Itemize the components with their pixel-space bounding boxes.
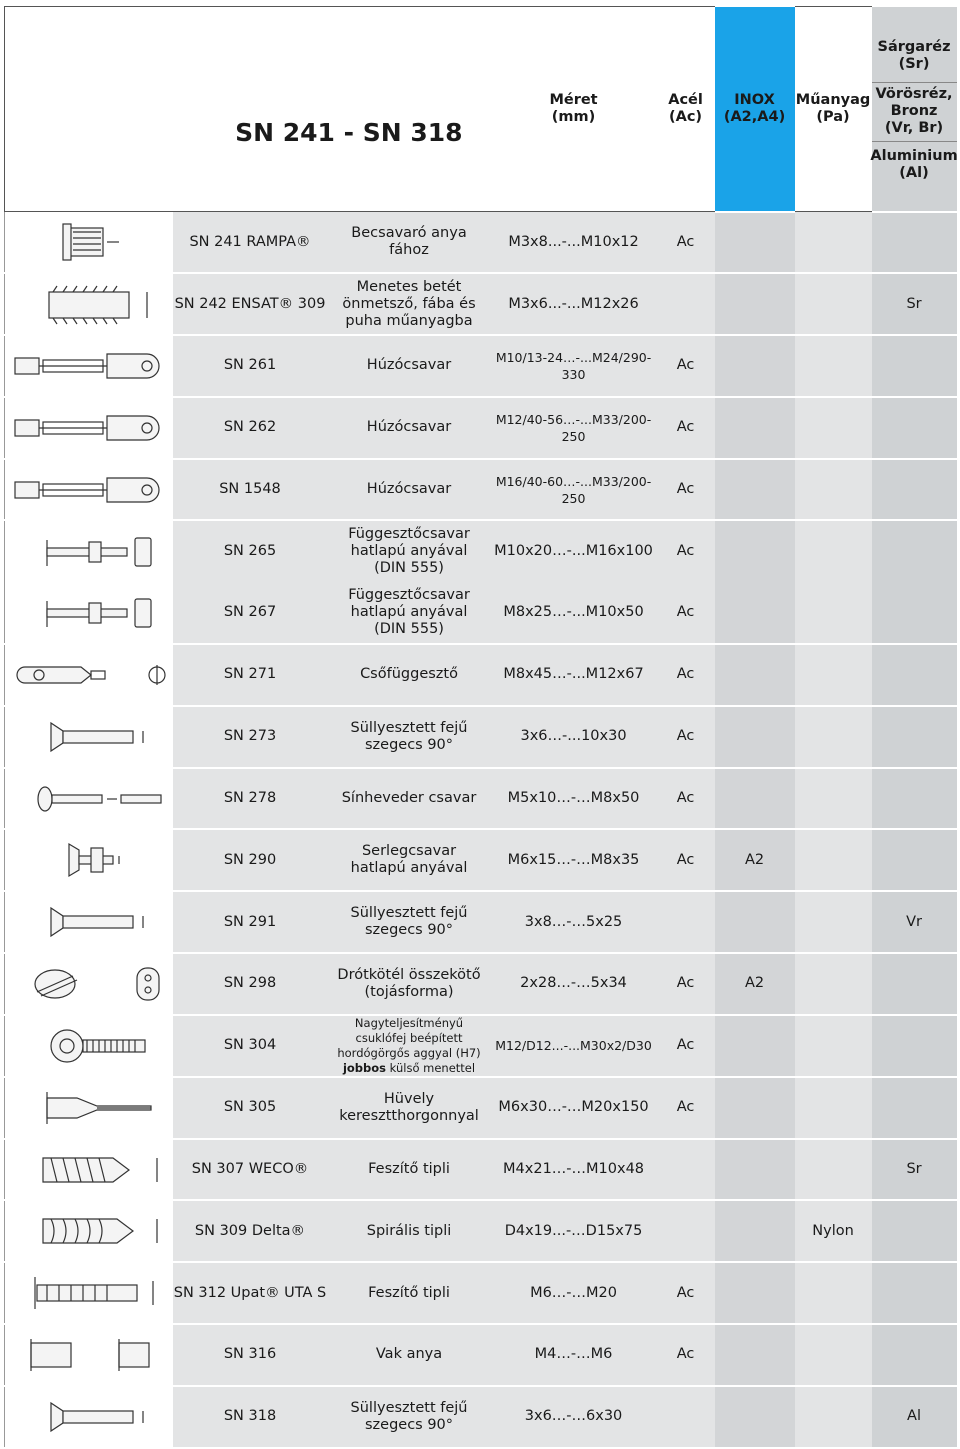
description-line: önmetsző, fába és: [342, 295, 476, 312]
product-rows: [5, 212, 957, 1448]
brass-header-line2: (Sr): [898, 55, 930, 72]
plastic-mark: [795, 582, 872, 644]
other-metal-mark: Al: [872, 1386, 957, 1448]
other-metal-mark: [872, 1324, 957, 1386]
steel-header-line2: (Ac): [668, 109, 703, 125]
steel-mark: Ac: [657, 953, 715, 1015]
product-code: SN 273: [173, 706, 328, 768]
product-code: SN 312 Upat® UTA S: [173, 1262, 328, 1324]
plastic-mark: Nylon: [795, 1200, 872, 1262]
plastic-mark: [795, 1386, 872, 1448]
product-description: [328, 397, 491, 459]
product-description: [328, 829, 491, 891]
product-image-cell: [5, 520, 173, 582]
steel-mark: Ac: [657, 829, 715, 891]
table-row: [5, 1139, 957, 1201]
plastic-mark: [795, 273, 872, 335]
product-image-cell: [5, 1077, 173, 1139]
tension-bolt-icon: [7, 340, 171, 392]
inox-mark: [715, 1015, 795, 1077]
description-line: hatlapú anyával: [350, 604, 468, 621]
steel-mark: [657, 1200, 715, 1262]
description-line: Függesztőcsavar: [348, 526, 470, 543]
other-metal-mark: [872, 520, 957, 582]
product-description: [328, 768, 491, 830]
product-code: SN 316: [173, 1324, 328, 1386]
size-range: M3x8...-...M10x12: [491, 212, 657, 274]
product-description: [328, 1262, 491, 1324]
description-line: fához: [389, 242, 429, 259]
product-description: [328, 953, 491, 1015]
product-description: [328, 1139, 491, 1201]
inox-column-header: [715, 7, 795, 212]
steel-mark: Ac: [657, 212, 715, 274]
steel-mark: Ac: [657, 335, 715, 397]
hanger-bolt-icon: [7, 587, 171, 639]
other-metal-mark: [872, 953, 957, 1015]
inox-mark: [715, 1200, 795, 1262]
steel-mark: Ac: [657, 768, 715, 830]
product-code: SN 262: [173, 397, 328, 459]
steel-mark: [657, 273, 715, 335]
inox-mark: [715, 212, 795, 274]
size-range: M6…-…M20: [491, 1262, 657, 1324]
description-line: Becsavaró anya: [351, 225, 467, 242]
product-description: [328, 891, 491, 953]
inox-header-line2: (A2,A4): [723, 108, 786, 125]
other-metal-mark: [872, 768, 957, 830]
product-description: [328, 1077, 491, 1139]
plastic-mark: [795, 212, 872, 274]
inox-mark: [715, 273, 795, 335]
description-line: Függesztőcsavar: [348, 587, 470, 604]
steel-mark: Ac: [657, 1077, 715, 1139]
product-image-cell: [5, 582, 173, 644]
inox-mark: [715, 706, 795, 768]
product-description: [328, 582, 491, 644]
table-row: [5, 397, 957, 459]
plastic-mark: [795, 891, 872, 953]
threaded-insert-icon: [7, 278, 171, 330]
product-table-container: [4, 6, 956, 1449]
description-line: hordógörgős aggyal (H7): [337, 1045, 481, 1060]
product-image-cell: [5, 1324, 173, 1386]
table-row: [5, 335, 957, 397]
countersunk-rivet-icon: [7, 896, 171, 948]
inox-mark: [715, 1324, 795, 1386]
expansion-plug-icon: [7, 1144, 171, 1196]
size-range: M6x30…-…M20x150: [491, 1077, 657, 1139]
inox-mark: [715, 459, 795, 521]
rail-bolt-icon: [7, 773, 171, 825]
inox-mark: [715, 1262, 795, 1324]
description-line: csuklófej beépített: [355, 1030, 463, 1045]
plastic-mark: [795, 1139, 872, 1201]
size-header-line2: (mm): [551, 109, 596, 125]
size-range: D4x19...-…D15x75: [491, 1200, 657, 1262]
plastic-mark: [795, 706, 872, 768]
steel-mark: Ac: [657, 520, 715, 582]
product-code: SN 318: [173, 1386, 328, 1448]
aluminium-header-line1: Aluminium: [870, 147, 958, 164]
blind-nut-icon: [7, 1329, 171, 1381]
product-code: SN 298: [173, 953, 328, 1015]
table-row: [5, 1386, 957, 1448]
description-line: keresztthorgonnyal: [339, 1107, 479, 1124]
bronze-header-line3: (Vr, Br): [884, 120, 944, 136]
other-metal-mark: [872, 459, 957, 521]
other-metal-mark: Vr: [872, 891, 957, 953]
other-metal-mark: [872, 335, 957, 397]
wire-rope-connector-icon: [7, 958, 171, 1010]
description-line: (DIN 555): [374, 621, 444, 638]
bronze-header-line1: Vörösréz,: [875, 86, 953, 102]
product-code: SN 304: [173, 1015, 328, 1077]
description-line: Serlegcsavar: [361, 843, 457, 860]
plastic-mark: [795, 1077, 872, 1139]
table-row: [5, 706, 957, 768]
insert-nut-icon: [7, 216, 171, 268]
product-image-cell: [5, 1262, 173, 1324]
product-description: [328, 644, 491, 706]
product-description: [328, 1324, 491, 1386]
description-line: Csőfüggesztő: [360, 666, 458, 683]
product-image-cell: [5, 768, 173, 830]
product-description: [328, 335, 491, 397]
steel-column-header: [657, 7, 715, 212]
steel-mark: Ac: [657, 1015, 715, 1077]
size-range: 3x6…-...10x30: [491, 706, 657, 768]
product-code: SN 291: [173, 891, 328, 953]
plastic-mark: [795, 459, 872, 521]
description-line: Sínheveder csavar: [341, 790, 477, 807]
product-image-cell: [5, 273, 173, 335]
plastic-mark: [795, 1015, 872, 1077]
other-metals-stack: [872, 30, 957, 188]
plastic-header-line2: (Pa): [816, 109, 850, 125]
size-range: M6x15…-…M8x35: [491, 829, 657, 891]
size-range: M8x25…-...M10x50: [491, 582, 657, 644]
aluminium-header-line2: (Al): [899, 164, 929, 181]
size-header-line1: Méret: [549, 92, 598, 108]
plastic-header-line1: Műanyag: [795, 92, 871, 108]
table-row: [5, 768, 957, 830]
description-line: Spirális tipli: [366, 1222, 452, 1239]
product-code: SN 307 WECO®: [173, 1139, 328, 1201]
product-image-cell: [5, 953, 173, 1015]
plastic-mark: [795, 768, 872, 830]
steel-mark: [657, 891, 715, 953]
table-row: [5, 1262, 957, 1324]
size-range: M3x6...-...M12x26: [491, 273, 657, 335]
countersunk-rivet-icon: [7, 711, 171, 763]
table-row: [5, 582, 957, 644]
elevator-bolt-icon: [7, 834, 171, 886]
plastic-mark: [795, 520, 872, 582]
inox-mark: [715, 582, 795, 644]
product-code: SN 290: [173, 829, 328, 891]
steel-header-line1: Acél: [668, 92, 703, 108]
table-row: [5, 1077, 957, 1139]
description-line: Drótkötél összekötő: [337, 966, 481, 983]
product-code: SN 278: [173, 768, 328, 830]
product-code: SN 305: [173, 1077, 328, 1139]
description-line: (DIN 555): [374, 560, 444, 577]
product-code: SN 271: [173, 644, 328, 706]
description-line: Süllyesztett fejű: [350, 1399, 468, 1416]
page-title-text: SN 241 - SN 318: [235, 117, 463, 147]
other-metal-mark: [872, 1077, 957, 1139]
product-description: [328, 520, 491, 582]
steel-mark: [657, 1139, 715, 1201]
inox-mark: [715, 520, 795, 582]
product-image-cell: [5, 1386, 173, 1448]
aluminium-header: [872, 142, 957, 188]
table-row: [5, 459, 957, 521]
plastic-mark: [795, 1324, 872, 1386]
size-range: 3x6…-…6x30: [491, 1386, 657, 1448]
description-line: [328, 1061, 491, 1076]
inox-mark: [715, 891, 795, 953]
other-metal-mark: [872, 397, 957, 459]
other-metal-mark: [872, 1200, 957, 1262]
table-row: [5, 953, 957, 1015]
size-range: M10x20…-...M16x100: [491, 520, 657, 582]
hanger-bolt-icon: [7, 526, 171, 578]
description-rest: külső menettel: [386, 1060, 476, 1075]
pipe-hanger-icon: [7, 649, 171, 701]
product-image-cell: [5, 459, 173, 521]
size-range: 3x8…-…5x25: [491, 891, 657, 953]
steel-mark: Ac: [657, 582, 715, 644]
inox-mark: [715, 1077, 795, 1139]
other-metal-mark: [872, 829, 957, 891]
product-description: [328, 212, 491, 274]
description-line: szegecs 90°: [364, 736, 454, 753]
description-line: Húzócsavar: [366, 419, 452, 436]
product-image-cell: [5, 212, 173, 274]
size-range: M12/D12...-...M30x2/D30: [491, 1015, 657, 1077]
table-row: [5, 891, 957, 953]
description-line: Süllyesztett fejű: [350, 905, 468, 922]
rod-end-icon: [7, 1020, 171, 1072]
bronze-header-line2: Bronz: [890, 103, 938, 119]
bronze-header: [872, 83, 957, 142]
description-line: hatlapú anyával: [350, 543, 468, 560]
product-code: SN 241 RAMPA®: [173, 212, 328, 274]
description-line: Húzócsavar: [366, 481, 452, 498]
plastic-column-header: [795, 7, 872, 212]
plastic-mark: [795, 953, 872, 1015]
steel-mark: Ac: [657, 1324, 715, 1386]
table-row: [5, 273, 957, 335]
plastic-mark: [795, 397, 872, 459]
product-code: SN 242 ENSAT® 309: [173, 273, 328, 335]
description-line: Süllyesztett fejű: [350, 719, 468, 736]
other-metal-mark: [872, 582, 957, 644]
size-range: M12/40-56…-...M33/200-250: [491, 397, 657, 459]
size-column-header: [491, 7, 657, 212]
steel-mark: Ac: [657, 644, 715, 706]
page-title: [5, 7, 491, 212]
description-line: Menetes betét: [356, 278, 462, 295]
description-line: Húzócsavar: [366, 357, 452, 374]
other-metal-mark: [872, 212, 957, 274]
tension-bolt-icon: [7, 464, 171, 516]
description-line: Nagyteljesítményű: [354, 1015, 464, 1030]
product-image-cell: [5, 335, 173, 397]
description-line: szegecs 90°: [364, 922, 454, 939]
description-line: szegecs 90°: [364, 1416, 454, 1433]
product-image-cell: [5, 891, 173, 953]
steel-mark: Ac: [657, 706, 715, 768]
product-code: SN 309 Delta®: [173, 1200, 328, 1262]
header-row: [5, 7, 957, 212]
description-line: (tojásforma): [364, 983, 454, 1000]
other-metal-mark: [872, 644, 957, 706]
inox-mark: A2: [715, 829, 795, 891]
description-line: Feszítő tipli: [368, 1161, 450, 1178]
product-code: SN 1548: [173, 459, 328, 521]
steel-mark: Ac: [657, 1262, 715, 1324]
product-description: [328, 706, 491, 768]
countersunk-rivet-icon: [7, 1391, 171, 1443]
size-range: 2x28…-…5x34: [491, 953, 657, 1015]
size-range: M4…-…M6: [491, 1324, 657, 1386]
brass-header: [872, 30, 957, 83]
table-row: [5, 829, 957, 891]
size-range: M4x21…-…M10x48: [491, 1139, 657, 1201]
inox-mark: [715, 644, 795, 706]
description-line: hatlapú anyával: [350, 860, 468, 877]
product-image-cell: [5, 1015, 173, 1077]
product-description: [328, 459, 491, 521]
table-row: [5, 520, 957, 582]
table-row: [5, 1200, 957, 1262]
inox-mark: [715, 768, 795, 830]
product-code: SN 261: [173, 335, 328, 397]
plastic-mark: [795, 1262, 872, 1324]
inox-mark: [715, 1139, 795, 1201]
product-table: [4, 6, 957, 1449]
description-line: Feszítő tipli: [368, 1284, 450, 1301]
size-range: M8x45…-...M12x67: [491, 644, 657, 706]
product-image-cell: [5, 1200, 173, 1262]
product-image-cell: [5, 829, 173, 891]
size-range: M10/13-24…-...M24/290-330: [491, 335, 657, 397]
tension-bolt-icon: [7, 402, 171, 454]
sleeve-anchor-icon: [7, 1082, 171, 1134]
product-description: [328, 273, 491, 335]
description-line: Vak anya: [375, 1346, 443, 1363]
table-row: [5, 212, 957, 274]
product-code: SN 265: [173, 520, 328, 582]
product-image-cell: [5, 706, 173, 768]
other-metal-mark: [872, 706, 957, 768]
inox-mark: [715, 1386, 795, 1448]
other-metal-mark: [872, 1262, 957, 1324]
product-code: SN 267: [173, 582, 328, 644]
product-description: [328, 1386, 491, 1448]
table-row: [5, 1015, 957, 1077]
table-row: [5, 1324, 957, 1386]
inox-mark: A2: [715, 953, 795, 1015]
inox-header-line1: INOX: [734, 91, 775, 108]
other-metal-mark: Sr: [872, 273, 957, 335]
size-range: M5x10…-…M8x50: [491, 768, 657, 830]
plastic-mark: [795, 644, 872, 706]
plastic-mark: [795, 335, 872, 397]
product-description: [328, 1200, 491, 1262]
description-line: Hüvely: [383, 1090, 435, 1107]
other-metal-mark: Sr: [872, 1139, 957, 1201]
other-metals-column-header: [872, 7, 957, 212]
description-bold: jobbos: [342, 1060, 387, 1075]
steel-mark: [657, 1386, 715, 1448]
product-image-cell: [5, 397, 173, 459]
size-range: M16/40-60…-...M33/200-250: [491, 459, 657, 521]
expansion-anchor-icon: [7, 1267, 171, 1319]
steel-mark: Ac: [657, 459, 715, 521]
table-row: [5, 644, 957, 706]
product-description: [328, 1015, 491, 1077]
product-image-cell: [5, 1139, 173, 1201]
inox-mark: [715, 335, 795, 397]
plastic-mark: [795, 829, 872, 891]
inox-mark: [715, 397, 795, 459]
description-line: puha műanyagba: [345, 312, 473, 329]
steel-mark: Ac: [657, 397, 715, 459]
brass-header-line1: Sárgaréz: [877, 38, 951, 55]
spiral-plug-icon: [7, 1205, 171, 1257]
other-metal-mark: [872, 1015, 957, 1077]
product-image-cell: [5, 644, 173, 706]
